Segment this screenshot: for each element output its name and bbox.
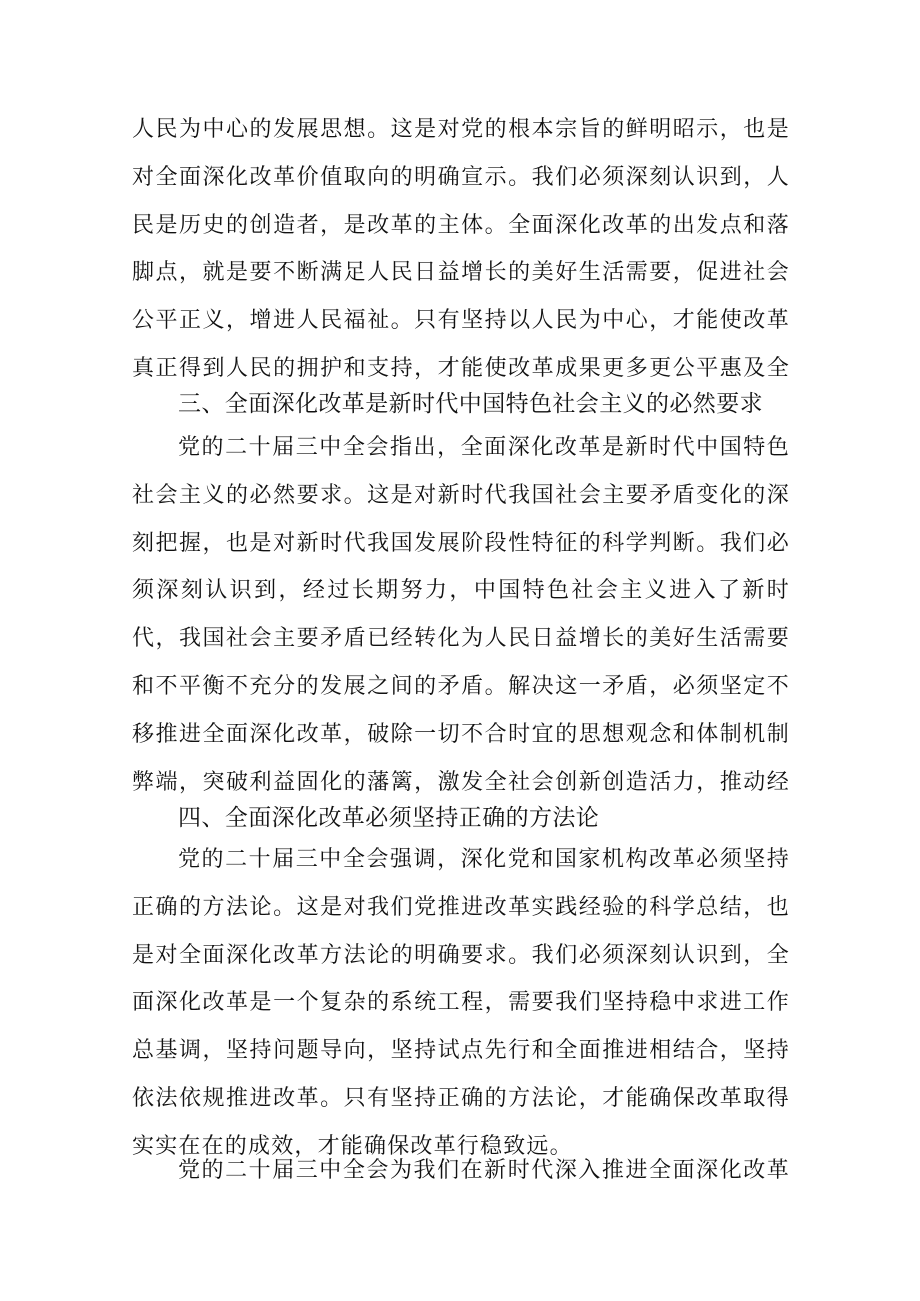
paragraph-continued: 人民为中心的发展思想。这是对党的根本宗旨的鲜明昭示，也是对全面深化改革价值取向的明确宣示。我们必须深刻认识到，人民是历史的创造者，是改革的主体。全面深化改革的出发点和落脚点，就是要不断满足人民日益增长的美好生活需要，促进社会公平正义，增进人民福祉。只有坚持以人民为中心，才能使改革真正得到人民的拥护和支持，才能使改革成果更多更公平惠及全: [132, 117, 790, 381]
section-4-paragraph: 党的二十届三中全会强调，深化党和国家机构改革必须坚持正确的方法论。这是对我们党推进改革实践经验的科学总结，也是对全面深化改革方法论的明确要求。我们必须深刻认识到，全面深化改革是一个复杂的系统工程，需要我们坚持稳中求进工作总基调，坚持问题导向，坚持试点先行和全面推进相结合，坚持依法依规推进改革。只有坚持正确的方法论，才能确保改革取得实实在在的成效，才能确保改革行稳致远。: [132, 847, 790, 1159]
section-3-heading: 三、全面深化改革是新时代中国特色社会主义的必然要求: [178, 391, 763, 417]
closing-paragraph: 党的二十届三中全会为我们在新时代深入推进全面深化改革: [178, 1158, 790, 1183]
section-3-paragraph: 党的二十届三中全会指出，全面深化改革是新时代中国特色社会主义的必然要求。这是对新时代我国社会主要矛盾变化的深刻把握，也是对新时代我国发展阶段性特征的科学判断。我们必须深刻认识到，经过长期努力，中国特色社会主义进入了新时代，我国社会主要矛盾已经转化为人民日益增长的美好生活需要和不平衡不充分的发展之间的矛盾。解决这一矛盾，必须坚定不移推进全面深化改革，破除一切不合时宜的思想观念和体制机制弊端，突破利益固化的藩篱，激发全社会创新创造活力，推动经: [132, 435, 790, 795]
section-4-heading: 四、全面深化改革必须坚持正确的方法论: [178, 805, 600, 831]
